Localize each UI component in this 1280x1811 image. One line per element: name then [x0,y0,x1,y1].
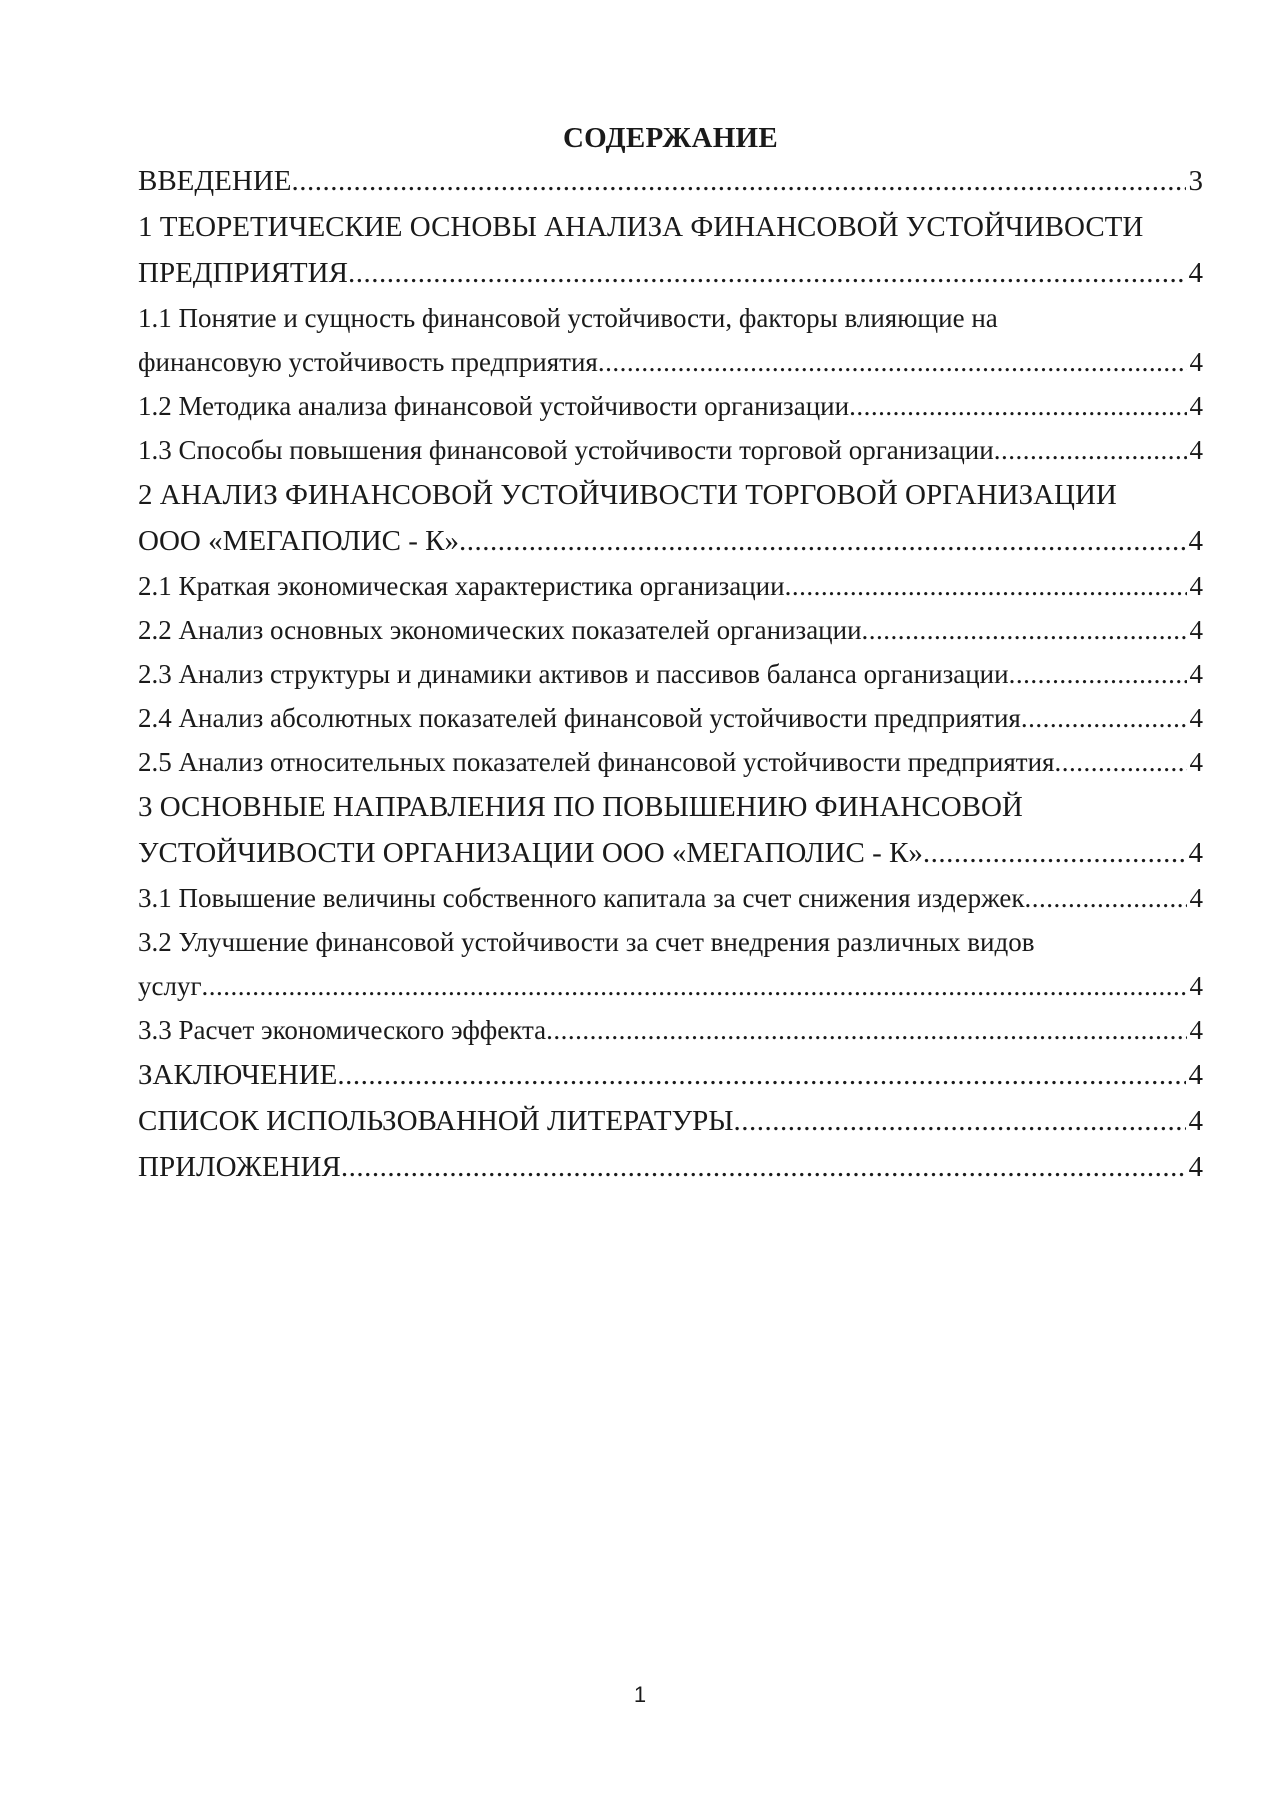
toc-page-number: 4 [1189,435,1203,465]
dot-leader [1054,740,1186,784]
toc-entry-line [138,830,1203,876]
toc-entry-line [138,696,1203,740]
toc-entry-line [138,876,1203,920]
toc-entry-text: 2.4 Анализ абсолютных показателей финансовой устойчивости предприятия [138,703,1021,733]
toc-page-number: 4 [1188,1059,1203,1091]
toc-entry[interactable] [138,296,1203,384]
toc-entry-text: услуг [138,971,202,1001]
dot-leader [994,428,1187,472]
toc-entry-line [138,518,1203,564]
toc-entry[interactable] [138,608,1203,652]
dot-leader [849,384,1186,428]
toc-page-number: 4 [1188,1105,1203,1137]
toc-entry[interactable] [138,472,1203,564]
toc-entry-line [138,1008,1203,1052]
toc-entry-line [138,964,1203,1008]
toc-entry-line [138,384,1203,428]
toc-page-number: 4 [1189,615,1203,645]
toc-entry[interactable] [138,740,1203,784]
toc-page-number: 4 [1189,571,1203,601]
toc-page-number: 4 [1189,391,1203,421]
toc-list [138,158,1203,1190]
toc-entry-text: 1 ТЕОРЕТИЧЕСКИЕ ОСНОВЫ АНАЛИЗА ФИНАНСОВОЙ УСТОЙЧИВОСТИ [138,211,1144,243]
toc-entry-text: 3 ОСНОВНЫЕ НАПРАВЛЕНИЯ ПО ПОВЫШЕНИЮ ФИНАНСОВОЙ [138,791,1023,823]
toc-page-number: 4 [1188,1151,1203,1183]
toc-entry-line [138,564,1203,608]
toc-entry[interactable] [138,204,1203,296]
toc-entry[interactable] [138,1098,1203,1144]
dot-leader [337,1052,1185,1098]
toc-entry[interactable] [138,158,1203,204]
table-of-contents [138,118,1203,1190]
toc-page-number: 3 [1188,165,1203,197]
toc-page-number: 4 [1188,837,1203,869]
toc-entry[interactable] [138,564,1203,608]
toc-page-number: 4 [1189,347,1203,377]
toc-entry-text: 1.2 Методика анализа финансовой устойчивости организации [138,391,850,421]
toc-entry-text: 3.3 Расчет экономического эффекта [138,1015,547,1045]
toc-entry-line [138,1052,1203,1098]
dot-leader [1009,652,1187,696]
toc-page-number: 4 [1188,257,1203,289]
toc-entry-text: 2.5 Анализ относительных показателей финансовой устойчивости предприятия [138,747,1055,777]
toc-entry-text: 1.1 Понятие и сущность финансовой устойчивости, факторы влияющие на [138,303,998,333]
dot-leader [598,340,1187,384]
dot-leader [785,564,1187,608]
toc-entry-text: ВВЕДЕНИЕ [138,165,292,197]
dot-leader [546,1008,1186,1052]
toc-page-number: 4 [1189,883,1203,913]
dot-leader [862,608,1187,652]
dot-leader [341,1144,1186,1190]
dot-leader [1025,876,1187,920]
toc-entry-text: 2 АНАЛИЗ ФИНАНСОВОЙ УСТОЙЧИВОСТИ ТОРГОВОЙ ОРГАНИЗАЦИИ [138,479,1117,511]
toc-entry-text: ПРЕДПРИЯТИЯ [138,257,348,289]
toc-page-number: 4 [1189,747,1203,777]
toc-entry[interactable] [138,428,1203,472]
toc-page-number: 4 [1188,525,1203,557]
toc-page-number: 4 [1189,659,1203,689]
toc-entry-text: ООО «МЕГАПОЛИС - К» [138,525,460,557]
toc-entry-line [138,652,1203,696]
toc-entry-text: 3.1 Повышение величины собственного капитала за счет снижения издержек [138,883,1025,913]
toc-title: СОДЕРЖАНИЕ [562,122,779,154]
toc-entry[interactable] [138,1008,1203,1052]
dot-leader [459,518,1185,564]
dot-leader [923,830,1186,876]
toc-entry-text: УСТОЙЧИВОСТИ ОРГАНИЗАЦИИ ООО «МЕГАПОЛИС - К» [138,837,923,869]
dot-leader [292,158,1186,204]
toc-entry-text: 2.1 Краткая экономическая характеристика организации [138,571,785,601]
toc-entry-line [138,340,1203,384]
toc-entry-line [138,740,1203,784]
toc-entry[interactable] [138,920,1203,1008]
toc-entry-text: 1.3 Способы повышения финансовой устойчивости торговой организации [138,435,994,465]
toc-entry[interactable] [138,1052,1203,1098]
toc-page-number: 4 [1189,703,1203,733]
toc-entry-text: 2.3 Анализ структуры и динамики активов и пассивов баланса организации [138,659,1009,689]
toc-entry[interactable] [138,696,1203,740]
toc-entry-line [138,608,1203,652]
toc-entry-text: 2.2 Анализ основных экономических показателей организации [138,615,862,645]
toc-entry-line [138,428,1203,472]
toc-entry-line [138,250,1203,296]
dot-leader [348,250,1186,296]
dot-leader [202,964,1187,1008]
toc-entry-text: финансовую устойчивость предприятия [138,347,598,377]
toc-entry[interactable] [138,384,1203,428]
toc-entry[interactable] [138,1144,1203,1190]
toc-entry[interactable] [138,876,1203,920]
toc-page-number: 4 [1189,971,1203,1001]
toc-entry-text: СПИСОК ИСПОЛЬЗОВАННОЙ ЛИТЕРАТУРЫ [138,1105,734,1137]
toc-entry-line [138,158,1203,204]
toc-entry-text: ПРИЛОЖЕНИЯ [138,1151,341,1183]
toc-entry-line [138,1144,1203,1190]
toc-entry-text: ЗАКЛЮЧЕНИЕ [138,1059,338,1091]
dot-leader [734,1098,1186,1144]
toc-entry-line [138,1098,1203,1144]
toc-entry[interactable] [138,652,1203,696]
dot-leader [1021,696,1187,740]
toc-page-number: 4 [1189,1015,1203,1045]
page-number: 1 [633,1682,647,1707]
toc-entry[interactable] [138,784,1203,876]
toc-entry-text: 3.2 Улучшение финансовой устойчивости за счет внедрения различных видов [138,927,1035,957]
